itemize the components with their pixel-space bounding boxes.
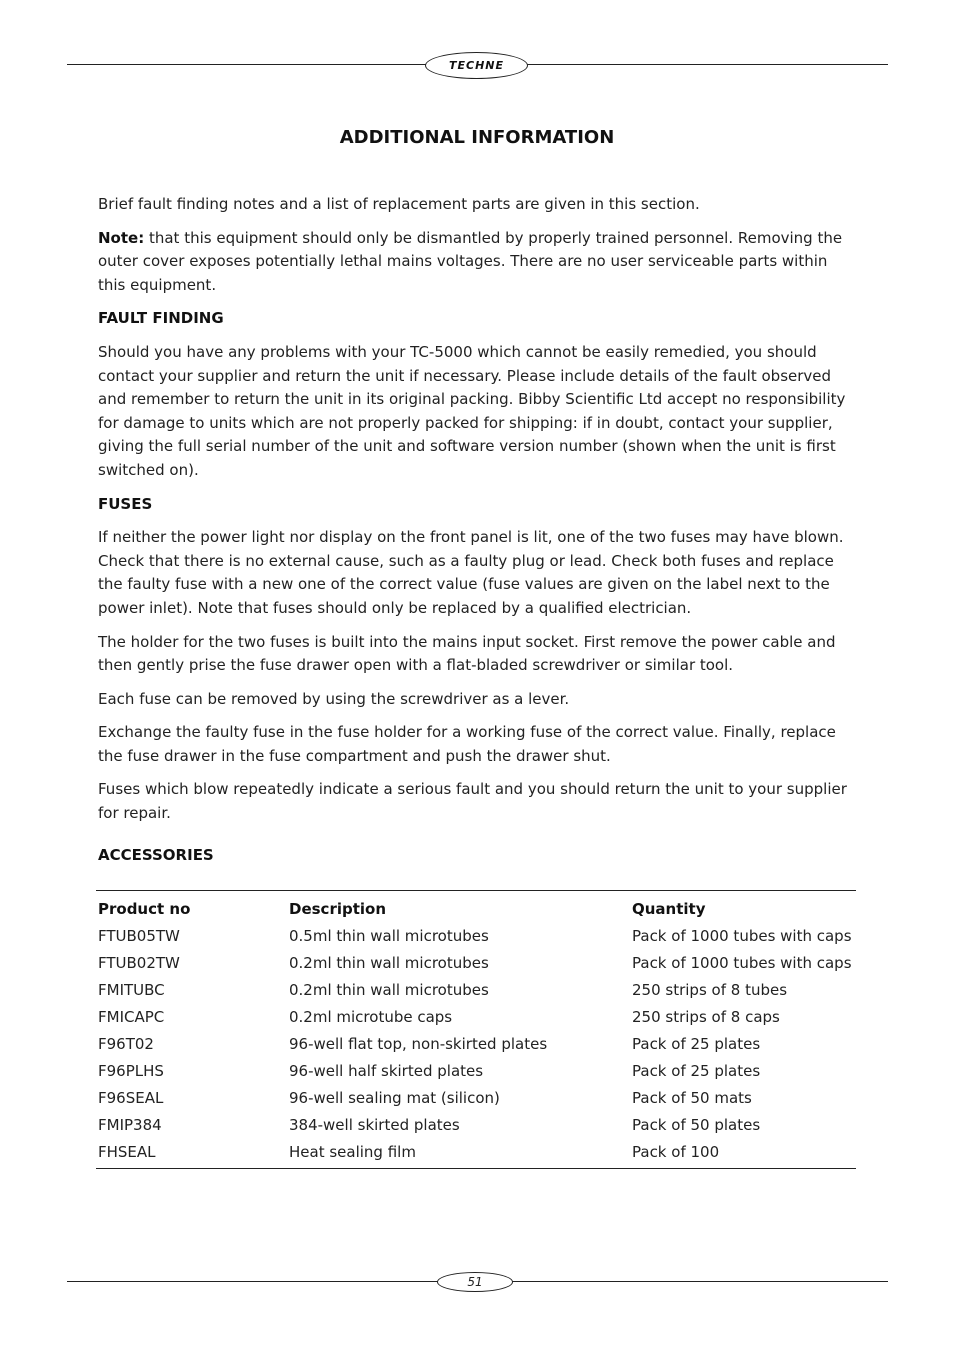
table-row bbox=[96, 922, 856, 949]
quantity-cell: Pack of 50 plates bbox=[632, 1115, 761, 1134]
logo-text: TECHNE bbox=[448, 59, 505, 72]
quantity-cell: Pack of 1000 tubes with caps bbox=[632, 953, 852, 972]
quantity-cell: 250 strips of 8 tubes bbox=[632, 980, 788, 999]
accessories-table bbox=[96, 890, 856, 1169]
description-cell: 0.2ml thin wall microtubes bbox=[289, 980, 489, 999]
quantity-cell: 250 strips of 8 caps bbox=[632, 1007, 780, 1026]
note-text: that this equipment should only be dismantled by properly trained personnel. Removing the outer cover exposes potentially lethal mains voltages. There are no user serviceable parts within this equipment. bbox=[98, 228, 843, 294]
product-no-cell: F96PLHS bbox=[98, 1061, 164, 1080]
description-cell: 384-well skirted plates bbox=[289, 1115, 460, 1134]
quantity-cell: Pack of 25 plates bbox=[632, 1034, 761, 1053]
quantity-cell: Pack of 100 bbox=[632, 1142, 720, 1161]
quantity-cell: Pack of 50 mats bbox=[632, 1088, 752, 1107]
column-header-description: Description bbox=[289, 899, 387, 918]
product-no-cell: F96SEAL bbox=[98, 1088, 164, 1107]
fuses-paragraph: Exchange the faulty fuse in the fuse holder for a working fuse of the correct value. Finally, replace the fuse drawer in the fuse compartment and push the drawer shut. bbox=[98, 723, 836, 765]
column-header-quantity: Quantity bbox=[632, 899, 706, 918]
product-no-cell: FMICAPC bbox=[98, 1007, 165, 1026]
description-cell: 96-well sealing mat (silicon) bbox=[289, 1088, 500, 1107]
product-no-cell: FTUB02TW bbox=[98, 953, 180, 972]
page-title: ADDITIONAL INFORMATION bbox=[339, 127, 615, 148]
fuses-heading: FUSES bbox=[98, 494, 153, 513]
description-cell: 0.2ml microtube caps bbox=[289, 1007, 453, 1026]
fuses-paragraph: Each fuse can be removed by using the screwdriver as a lever. bbox=[98, 689, 570, 708]
quantity-cell: Pack of 1000 tubes with caps bbox=[632, 926, 852, 945]
product-no-cell: F96T02 bbox=[98, 1034, 154, 1053]
fuses-paragraph: The holder for the two fuses is built into the mains input socket. First remove the power cable and then gently prise the fuse drawer open with a flat-bladed screwdriver or similar tool. bbox=[98, 632, 836, 675]
fault-finding-paragraph: Should you have any problems with your TC-5000 which cannot be easily remedied, you should contact your supplier and return the unit if necessary. Please include details of the fault observed and remember to return the unit in its original packing. Bibby Scientific Ltd accept no responsibility for damage to units which are not properly packed for shipping: if in doubt, contact your supplier, giving the full serial number of the unit and software version number (shown when the unit is first switched on). bbox=[98, 342, 846, 479]
product-no-cell: FTUB05TW bbox=[98, 926, 180, 945]
page-number: 51 bbox=[437, 1272, 513, 1292]
techne-logo bbox=[425, 52, 528, 79]
description-cell: Heat sealing film bbox=[289, 1142, 416, 1161]
description-cell: 96-well flat top, non-skirted plates bbox=[289, 1034, 548, 1053]
note-paragraph bbox=[98, 227, 858, 298]
product-no-cell: FHSEAL bbox=[98, 1142, 156, 1161]
table-header-row bbox=[96, 895, 856, 922]
fault-finding-heading: FAULT FINDING bbox=[98, 309, 224, 328]
table-row bbox=[96, 1003, 856, 1030]
table-row bbox=[96, 1030, 856, 1057]
product-no-cell: FMIP384 bbox=[98, 1115, 162, 1134]
accessories-heading: ACCESSORIES bbox=[98, 846, 214, 864]
quantity-cell: Pack of 25 plates bbox=[632, 1061, 761, 1080]
table-row bbox=[96, 976, 856, 1003]
description-cell: 0.2ml thin wall microtubes bbox=[289, 953, 489, 972]
description-cell: 0.5ml thin wall microtubes bbox=[289, 926, 489, 945]
table-row bbox=[96, 949, 856, 976]
fuses-paragraph: Fuses which blow repeatedly indicate a serious fault and you should return the unit to your supplier for repair. bbox=[98, 780, 847, 823]
intro-paragraph: Brief fault finding notes and a list of replacement parts are given in this section. bbox=[98, 195, 700, 213]
table-row bbox=[96, 1111, 856, 1138]
note-label: Note: bbox=[98, 228, 145, 247]
body-text bbox=[98, 193, 858, 836]
table-row bbox=[96, 1084, 856, 1111]
description-cell: 96-well half skirted plates bbox=[289, 1061, 484, 1080]
product-no-cell: FMITUBC bbox=[98, 980, 165, 999]
fuses-paragraph: If neither the power light nor display on the front panel is lit, one of the two fuses may have blown. Check that there is no external cause, such as a faulty plug or lead. Check both fuses and replace the faulty fuse with a new one of the correct value (fuse values are given on the label next to the power inlet). Note that fuses should only be replaced by a qualified electrician. bbox=[98, 528, 844, 617]
table-row bbox=[96, 1057, 856, 1084]
column-header-product: Product no bbox=[98, 899, 191, 918]
table-row bbox=[96, 1138, 856, 1165]
